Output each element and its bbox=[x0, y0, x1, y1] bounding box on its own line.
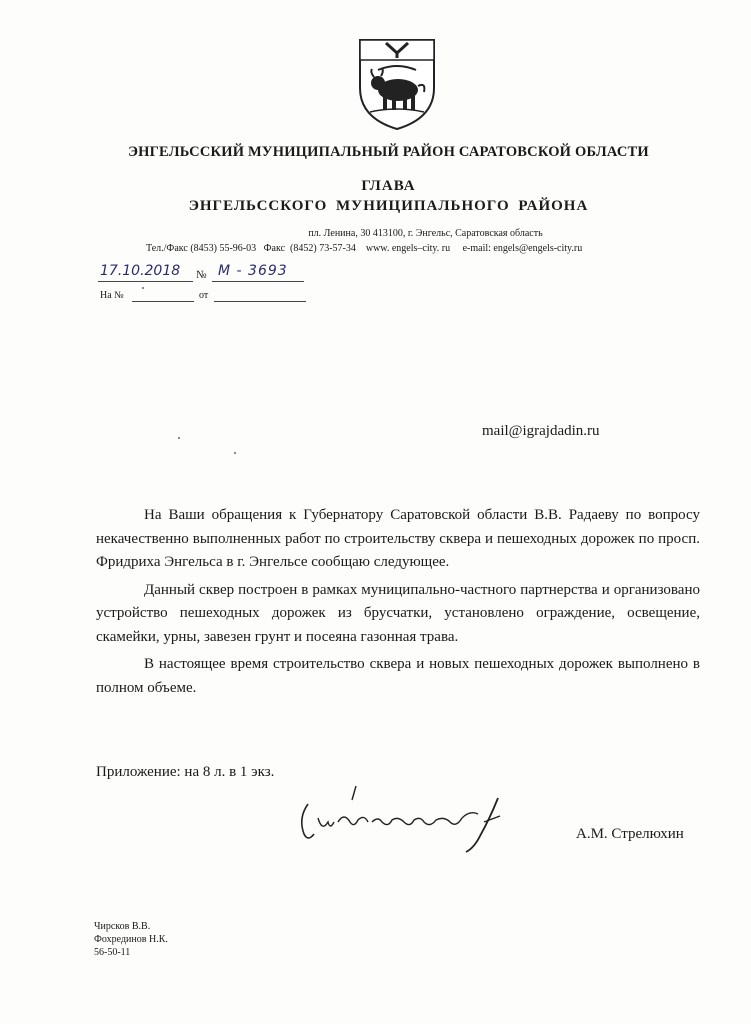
signer-name: А.М. Стрелюхин bbox=[576, 826, 684, 842]
date-underline bbox=[98, 281, 193, 282]
paragraph: На Ваши обращения к Губернатору Саратовской области В.В. Радаеву по вопросу некачественно выполненных работ по строительству сквера и пешеходных дорожек по просп. Фридриха Энгельса в г. Энгельсе сообщаю следующее. bbox=[96, 507, 700, 570]
reference-number-underline bbox=[132, 301, 194, 302]
executor-phone: 56-50-11 bbox=[94, 947, 131, 958]
reference-label: На № bbox=[100, 290, 124, 301]
executor-block bbox=[94, 920, 168, 959]
attachment-note: Приложение: на 8 л. в 1 экз. bbox=[96, 764, 275, 780]
paragraph: Данный сквер построен в рамках муниципально-частного партнерства и организовано устройство пешеходных дорожек из брусчатки, установлено ограждение, освещение, скамейки, урны, завезен грунт и посеяна газонная трава. bbox=[96, 581, 700, 645]
coat-of-arms-bison-icon bbox=[356, 36, 438, 132]
handwritten-signature bbox=[294, 778, 518, 856]
scan-speck bbox=[142, 287, 144, 289]
scan-speck bbox=[178, 437, 180, 439]
handwritten-date: 17.10.2018 bbox=[100, 263, 181, 279]
title-line-1: ГЛАВА bbox=[361, 178, 416, 194]
recipient-email: mail@igrajdadin.ru bbox=[482, 423, 600, 439]
title-line-2: ЭНГЕЛЬССКОГО МУНИЦИПАЛЬНОГО РАЙОНА bbox=[188, 198, 589, 214]
reference-date-underline bbox=[214, 301, 306, 302]
handwritten-number: М - 3693 bbox=[218, 263, 288, 279]
contacts: Тел./Факс (8453) 55-96-03 Факс (8452) 73-57-34 www. engels–city. ru e-mail: engels@engels-city.ru bbox=[146, 243, 583, 254]
paragraph: В настоящее время строительство сквера и новых пешеходных дорожек выполнено в полном объеме. bbox=[96, 656, 700, 696]
executor-line: Фохрединов Н.К. bbox=[94, 934, 168, 945]
letter-body bbox=[96, 504, 700, 704]
reference-from-label: от bbox=[199, 290, 209, 301]
number-label: № bbox=[196, 269, 207, 281]
scan-speck bbox=[234, 452, 236, 454]
address: пл. Ленина, 30 413100, г. Энгельс, Саратовская область bbox=[308, 228, 543, 239]
organization-name: ЭНГЕЛЬССКИЙ МУНИЦИПАЛЬНЫЙ РАЙОН САРАТОВСКОЙ ОБЛАСТИ bbox=[128, 144, 649, 160]
executor-line: Чирсков В.В. bbox=[94, 921, 151, 932]
number-underline bbox=[212, 281, 304, 282]
